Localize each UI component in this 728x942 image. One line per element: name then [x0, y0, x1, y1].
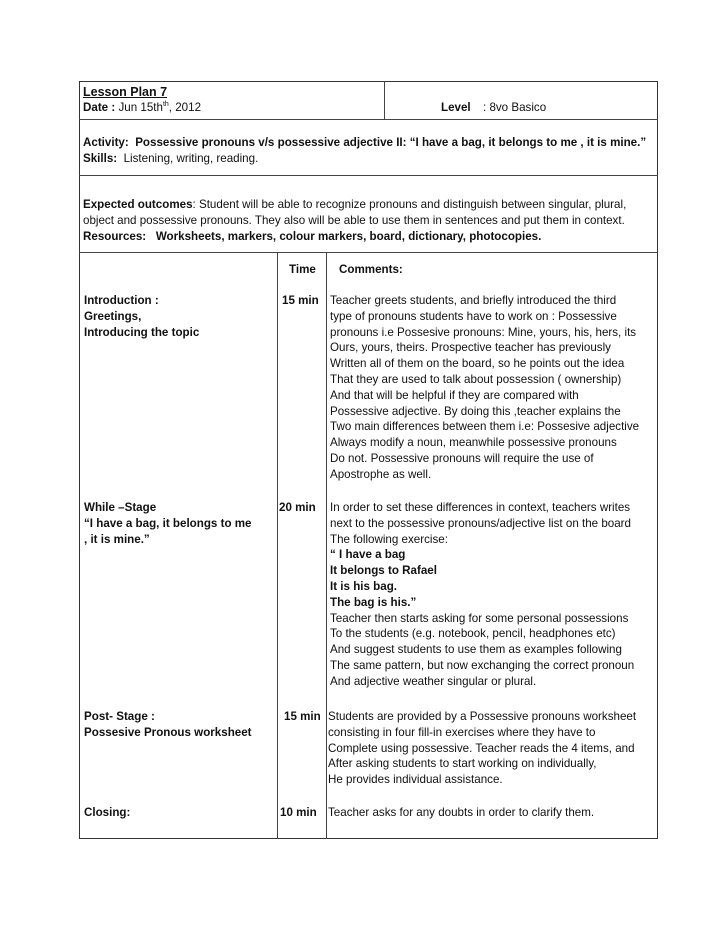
stage-name-line: Possesive Pronous worksheet	[84, 726, 252, 739]
date-line	[83, 100, 201, 116]
stage-time-divider	[277, 252, 278, 839]
resources-line: Resources: Worksheets, markers, colour markers, board, dictionary, photocopies.	[83, 230, 542, 243]
activity-text: Possessive pronouns v/s possessive adjective II: “I have a bag, it belongs to me , it is mine.”	[135, 136, 647, 149]
divider-2	[79, 175, 658, 176]
date-value: Jun $15th^{th}$, 2012	[118, 101, 202, 114]
stage-time: 15 min	[282, 294, 319, 307]
stage-name-line: Greetings,	[84, 310, 142, 323]
time-header: Time	[289, 263, 316, 276]
stage-name-line: While –Stage	[84, 501, 157, 514]
stage-comments: Teacher greets students, and briefly introduced the third type of pronouns students have to work on : Possessive pronouns i.e Possesive pronouns: Mine, yours, his, hers, its Ours, yours, theirs. Prospective teacher has previously Written all of them on the board, so he points out the idea That they are used to talk about possession ( ownership) And that will be helpful if they are compared with Possessive adjective. By doing this ,teacher explains the Two main differences between them i.e: Possesive adjective Always modify a noun, meanwhile possessive pronouns Do not. Possessive pronouns will require the use of Apostrophe as well.	[330, 294, 640, 481]
stage-time: 10 min	[280, 806, 317, 819]
divider-1	[79, 119, 658, 120]
header-divider	[384, 81, 385, 119]
stage-comments: In order to set these differences in context, teachers writes next to the possessive pronouns/adjective list on the board The following exercise: “ I have a bag It belongs to Rafael It is his bag. The bag is his.” Teacher then starts asking for some personal possessions To the students (e.g. notebook, pencil, headphones etc) And suggest students to use them as examples following The same pattern, but now exchanging the correct pronoun And adjective weather singular or plural.	[330, 501, 635, 688]
stage-comments: Teacher asks for any doubts in order to clarify them.	[328, 806, 595, 819]
lesson-title: Lesson Plan 7	[83, 85, 168, 99]
outcomes-line-2: object and possessive pronouns. They also will be able to use them in sentences and put them in context.	[83, 214, 625, 227]
skills-line: Skills: Listening, writing, reading.	[83, 152, 259, 165]
comments-header: Comments:	[339, 263, 403, 276]
level-value: : 8vo Basico	[483, 101, 547, 114]
stage-name-line: Introducing the topic	[84, 326, 200, 339]
resources-text: Worksheets, markers, colour markers, board, dictionary, photocopies.	[155, 230, 542, 243]
stage-name-line: Post- Stage :	[84, 710, 155, 723]
time-comments-divider	[326, 252, 327, 839]
stage-closing: Closing:	[84, 806, 131, 819]
divider-3	[79, 252, 658, 253]
skills-text: Listening, writing, reading.	[123, 152, 259, 165]
stage-name-line: Introduction :	[84, 294, 159, 307]
outcomes-line-1: Expected outcomes: Student will be able to recognize pronouns and distinguish between singular, plural,	[83, 198, 627, 211]
stage-name-line: “I have a bag, it belongs to me	[84, 517, 252, 530]
activity-line: Activity: Possessive pronouns v/s possessive adjective II: “I have a bag, it belongs to me , it is mine.”	[83, 136, 647, 149]
stage-time: 20 min	[279, 501, 316, 514]
stage-name-line: , it is mine.”	[84, 533, 150, 546]
stage-comments: Students are provided by a Possessive pronouns worksheet consisting in four fill-in exercises where they have to Complete using possessive. Teacher reads the 4 items, and After asking students to start working on individually, He provides individual assistance.	[328, 710, 637, 787]
date-label: Date :	[83, 101, 116, 114]
stage-time: 15 min	[284, 710, 321, 723]
level-label: Level	[441, 101, 471, 114]
